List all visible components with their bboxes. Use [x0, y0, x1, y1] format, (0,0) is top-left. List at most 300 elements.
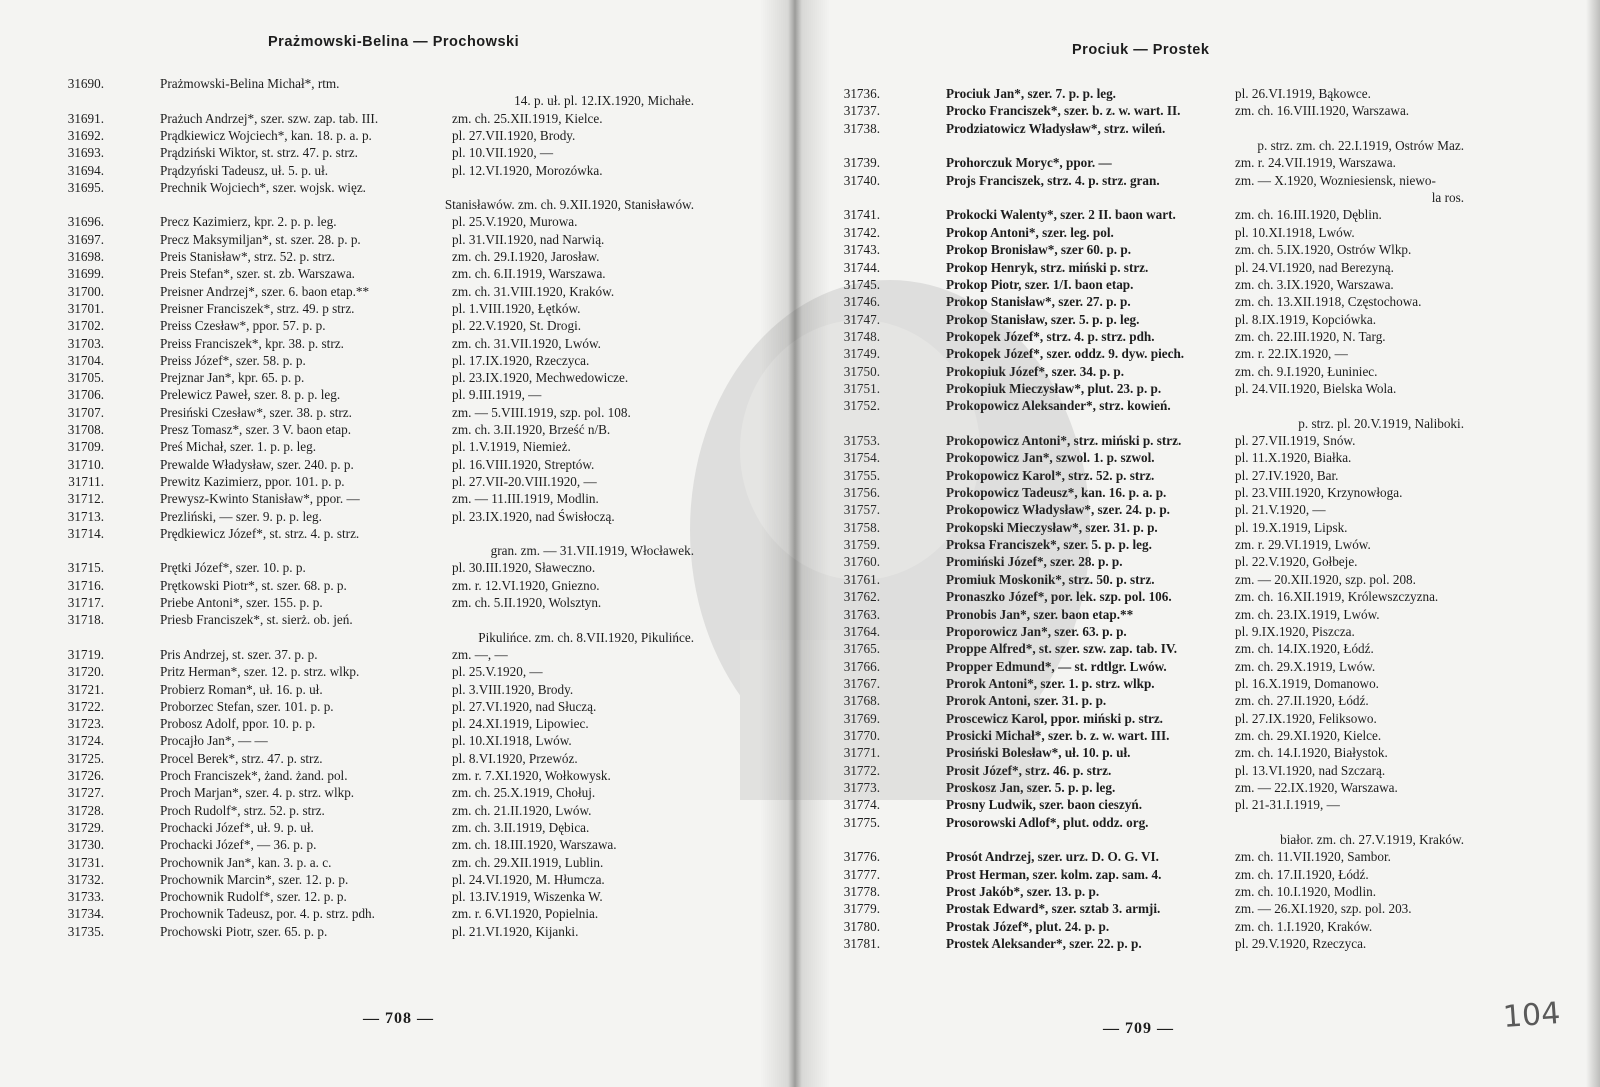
- entry-number: 31734.: [67, 906, 104, 922]
- entry-number: 31735.: [67, 923, 104, 939]
- entry-name: Prokopski Mieczysław*, szer. 31. p. p.: [946, 519, 1158, 535]
- entry-name: Prosiński Bolesław*, uł. 10. p. uł.: [946, 745, 1131, 761]
- left-page: [0, 0, 790, 1087]
- register-entry: [828, 397, 1508, 414]
- register-entry: [52, 836, 742, 853]
- register-entry: [52, 283, 742, 300]
- register-entry: [828, 206, 1508, 223]
- entry-status: pl. 21.V.1920, —: [1235, 502, 1326, 518]
- entry-status: pl. 29.V.1920, Rzeczyca.: [1235, 936, 1367, 952]
- register-entry: [828, 658, 1508, 675]
- entry-number: 31698.: [67, 249, 104, 264]
- entry-status: zm. ch. 13.XII.1918, Częstochowa.: [1235, 294, 1422, 310]
- register-entry: [52, 473, 742, 490]
- register-entry: [52, 162, 742, 179]
- entry-number: 31697.: [67, 231, 104, 247]
- entry-number: 31762.: [843, 589, 880, 605]
- entry-status: pl. 31.VII.1920, nad Narwią.: [452, 231, 605, 247]
- entry-status: zm. ch. 3.IX.1920, Warszawa.: [1235, 276, 1394, 292]
- entry-status: pl. 13.IV.1919, Wiszenka W.: [452, 889, 603, 905]
- entry-name: Prochacki Józef*, uł. 9. p. uł.: [160, 819, 314, 835]
- register-entry: [52, 404, 742, 421]
- entry-status: zm. — 20.XII.1920, szp. pol. 208.: [1235, 571, 1416, 587]
- entry-number: 31723.: [67, 716, 104, 732]
- entry-number: 31775.: [843, 814, 880, 830]
- entry-name: Prorok Antoni, szer. 31. p. p.: [946, 693, 1107, 709]
- entry-status: pl. 19.X.1919, Lipsk.: [1235, 519, 1348, 535]
- register-entry: [828, 102, 1508, 119]
- entry-number: 31745.: [843, 276, 880, 292]
- register-entry: [828, 293, 1508, 310]
- entry-status: pl. 16.X.1919, Domanowo.: [1235, 675, 1379, 691]
- entry-name: Prejznar Jan*, kpr. 65. p. p.: [160, 370, 305, 386]
- entry-number: 31754.: [843, 450, 880, 466]
- entry-name: Preiss Franciszek*, kpr. 38. p. strz.: [160, 335, 344, 351]
- entry-number: 31703.: [67, 335, 104, 351]
- register-entry: [52, 213, 742, 230]
- register-entry: [52, 715, 742, 732]
- entry-number: 31733.: [67, 889, 104, 905]
- entry-number: 31702.: [67, 318, 104, 334]
- entry-name: Prokopiuk Mieczysław*, plut. 23. p. p.: [946, 380, 1162, 396]
- register-entry: [828, 883, 1508, 900]
- entry-number: 31706.: [67, 387, 104, 403]
- register-entry: [828, 519, 1508, 536]
- entry-name: Preiss Józef*, szer. 58. p. p.: [160, 352, 306, 368]
- entry-status: pl. 23.IX.1920, nad Świsłoczą.: [452, 508, 615, 524]
- entry-name: Pronaszko Józef*, por. lek. szp. pol. 106.: [946, 589, 1172, 605]
- entry-name: Prokopowicz Aleksander*, strz. kowień.: [946, 398, 1171, 414]
- entry-name: Proch Marjan*, szer. 4. p. strz. wlkp.: [160, 785, 355, 801]
- entry-name: Prokop Stanisław*, szer. 27. p. p.: [946, 294, 1131, 310]
- register-entry: [828, 501, 1508, 518]
- entry-number: 31716.: [67, 577, 104, 593]
- entry-status: zm. r. 7.XI.1920, Wołkowysk.: [452, 768, 611, 783]
- entry-status: zm. ch. 29.I.1920, Jarosław.: [452, 249, 600, 264]
- entry-status: zm. ch. 17.II.1920, Łódź.: [1235, 866, 1369, 882]
- entry-status: pl. 1.VIII.1920, Łętków.: [452, 300, 581, 316]
- entry-status: pl. 23.IX.1920, Mechwedowicze.: [452, 370, 629, 386]
- entry-status: zm. ch. 9.I.1920, Łuniniec.: [1235, 363, 1378, 379]
- entry-name: Prochownik Jan*, kan. 3. p. a. c.: [160, 854, 332, 870]
- entry-number: 31767.: [843, 675, 880, 691]
- register-entry: [52, 335, 742, 352]
- entry-number: 31711.: [68, 473, 104, 489]
- entry-status: zm. ch. 21.II.1920, Lwów.: [452, 802, 592, 818]
- entry-status: pl. 24.XI.1919, Lipowiec.: [452, 716, 589, 732]
- entry-status: zm. ch. 5.II.1920, Wolsztyn.: [452, 595, 602, 610]
- entry-number: 31759.: [843, 537, 880, 553]
- entry-status: pl. 3.VIII.1920, Brody.: [452, 681, 574, 697]
- entry-name: Prochownik Marcin*, szer. 12. p. p.: [160, 871, 349, 887]
- entry-number: 31766.: [843, 658, 880, 674]
- register-entry: [52, 732, 742, 749]
- register-entry: [52, 300, 742, 317]
- entry-name: Proscewicz Karol, ppor. miński p. strz.: [946, 710, 1163, 726]
- register-entry: [828, 744, 1508, 761]
- register-entry: [52, 923, 742, 940]
- entry-status: zm. ch. 1.I.1920, Kraków.: [1235, 918, 1373, 934]
- entry-continuation: 14. p. uł. pl. 12.IX.1920, Michałe.: [514, 93, 694, 109]
- entry-status: zm. — 22.IX.1920, Warszawa.: [1235, 780, 1398, 795]
- entry-name: Proborzec Stefan, szer. 101. p. p.: [160, 698, 334, 714]
- entry-name: Preś Michał, szer. 1. p. p. leg.: [160, 439, 317, 455]
- entry-status: zm. ch. 14.I.1920, Białystok.: [1235, 745, 1388, 761]
- entry-name: Presiński Czesław*, szer. 38. p. strz.: [160, 404, 352, 420]
- entry-name: Prokopek Józef*, szer. oddz. 9. dyw. piech.: [946, 346, 1185, 362]
- entry-name: Prochowski Piotr, szer. 65. p. p.: [160, 923, 328, 939]
- entry-name: Precz Maksymiljan*, st. szer. 28. p. p.: [160, 231, 361, 247]
- register-entry: [828, 848, 1508, 865]
- entry-name: Prost Herman, szer. kolm. zap. sam. 4.: [946, 866, 1162, 882]
- entry-number: 31760.: [843, 554, 880, 570]
- entry-name: Prądzyński Tadeusz, uł. 5. p. uł.: [160, 162, 329, 178]
- entry-number: 31721.: [67, 681, 104, 697]
- entry-number: 31755.: [843, 467, 880, 483]
- entry-status: pl. 22.V.1920, Gołbeje.: [1235, 554, 1358, 570]
- entry-number: 31713.: [67, 508, 104, 524]
- register-entry: [52, 646, 742, 663]
- entry-number: 31773.: [843, 780, 880, 795]
- entry-name: Presz Tomasz*, szer. 3 V. baon etap.: [160, 422, 351, 437]
- entry-number: 31692.: [67, 127, 104, 143]
- entry-number: 31746.: [843, 294, 880, 310]
- register-entry: [52, 681, 742, 698]
- entry-name: Prostak Edward*, szer. sztab 3. armji.: [946, 901, 1161, 917]
- entry-status: pl. 21-31.I.1919, —: [1235, 797, 1340, 813]
- entry-status: zm. ch. 29.XII.1919, Lublin.: [452, 854, 604, 870]
- entry-name: Prokopowicz Karol*, strz. 52. p. strz.: [946, 467, 1155, 483]
- entry-status: zm. ch. 14.IX.1920, Łódź.: [1235, 641, 1374, 657]
- register-entry: [52, 369, 742, 386]
- entry-status: pl. 9.III.1919, —: [452, 387, 542, 403]
- register-entry: [52, 386, 742, 403]
- entry-name: Prostak Józef*, plut. 24. p. p.: [946, 918, 1110, 934]
- entry-status: zm. r. 29.VI.1919, Lwów.: [1235, 537, 1371, 553]
- entry-number: 31718.: [67, 612, 104, 628]
- entry-name: Preiss Czesław*, ppor. 57. p. p.: [160, 318, 326, 334]
- register-entry: [828, 85, 1508, 102]
- entry-status: zm. ch. 16.VIII.1920, Warszawa.: [1235, 103, 1410, 119]
- register-entry: [52, 127, 742, 144]
- entry-name: Procel Berek*, strz. 47. p. strz.: [160, 750, 323, 766]
- entry-number: 31780.: [843, 918, 880, 934]
- entry-number: 31748.: [843, 328, 880, 344]
- register-entry: [52, 75, 742, 92]
- register-entry: [52, 663, 742, 680]
- register-entry: [828, 363, 1508, 380]
- entry-number: 31724.: [67, 733, 104, 749]
- entry-name: Priesb Franciszek*, st. sierż. ob. jeń.: [160, 612, 353, 628]
- entry-name: Prociuk Jan*, szer. 7. p. p. leg.: [946, 86, 1116, 101]
- entry-number: 31690.: [67, 76, 104, 91]
- entry-number: 31726.: [67, 768, 104, 783]
- page-edge-shadow: [1586, 0, 1600, 1087]
- register-entry: [828, 484, 1508, 501]
- entry-status: zm. ch. 16.III.1920, Dęblin.: [1235, 207, 1382, 223]
- entry-number: 31719.: [67, 646, 104, 662]
- entry-name: Prochownik Tadeusz, por. 4. p. strz. pdh.: [160, 906, 375, 922]
- entry-name: Proksa Franciszek*, szer. 5. p. p. leg.: [946, 537, 1152, 553]
- entry-status: pl. 11.X.1920, Białka.: [1235, 450, 1352, 466]
- register-entry: [828, 259, 1508, 276]
- register-entry: [52, 594, 742, 611]
- entry-name: Prost Jakób*, szer. 13. p. p.: [946, 884, 1100, 900]
- entry-status: pl. 10.XI.1918, Lwów.: [452, 733, 572, 749]
- entry-status: zm. ch. 3.II.1920, Brześć n/B.: [452, 422, 611, 437]
- entry-number: 31717.: [67, 595, 104, 610]
- entry-number: 31741.: [843, 207, 880, 223]
- entry-status: zm. ch. 31.VIII.1920, Kraków.: [452, 283, 615, 299]
- entry-name: Projs Franciszek, strz. 4. p. strz. gran.: [946, 172, 1160, 188]
- left-page-number: — 708 —: [363, 1010, 434, 1027]
- entry-number: 31736.: [843, 86, 880, 101]
- entry-status: pl. 25.V.1920, Murowa.: [452, 214, 578, 230]
- entry-number: 31707.: [67, 404, 104, 420]
- entry-number: 31779.: [843, 901, 880, 917]
- entry-status: zm. — X.1920, Wozniesiensk, niewo-: [1235, 172, 1436, 188]
- register-entry: [52, 577, 742, 594]
- entry-name: Priebe Antoni*, szer. 155. p. p.: [160, 595, 323, 610]
- register-entry: [828, 675, 1508, 692]
- entry-number: 31747.: [843, 311, 880, 327]
- entry-name: Pris Andrzej, st. szer. 37. p. p.: [160, 646, 318, 662]
- entry-name: Prewitz Kazimierz, ppor. 101. p. p.: [160, 473, 345, 489]
- entry-status: pl. 25.V.1920, —: [452, 664, 543, 680]
- entry-number: 31757.: [843, 502, 880, 518]
- handwritten-folio-number: 104: [1501, 996, 1562, 1035]
- entry-number: 31768.: [843, 693, 880, 709]
- entry-name: Prędkiewicz Józef*, st. strz. 4. p. strz.: [160, 525, 360, 541]
- register-entry: [52, 525, 742, 542]
- entry-name: Prokocki Walenty*, szer. 2 II. baon wart.: [946, 207, 1176, 223]
- entry-status: zm. r. 12.VI.1920, Gniezno.: [452, 577, 600, 593]
- entry-number: 31777.: [843, 866, 880, 882]
- entry-name: Prądziński Wiktor, st. strz. 47. p. strz.: [160, 145, 358, 161]
- entry-name: Prokop Antoni*, szer. leg. pol.: [946, 224, 1114, 240]
- entry-name: Prokopowicz Władysław*, szer. 24. p. p.: [946, 502, 1170, 518]
- entry-status: zm. ch. 10.I.1920, Modlin.: [1235, 884, 1377, 900]
- entry-number: 31772.: [843, 762, 880, 778]
- entry-name: Prodziatowicz Władysław*, strz. wileń.: [946, 120, 1166, 136]
- entry-number: 31691.: [67, 110, 104, 126]
- register-entry: [828, 796, 1508, 813]
- entry-status: pl. 30.III.1920, Sławeczno.: [452, 560, 596, 576]
- register-entry: [52, 490, 742, 507]
- entry-status: pl. 16.VIII.1920, Streptów.: [452, 456, 595, 472]
- register-entry: [828, 154, 1508, 171]
- register-entry: [52, 179, 742, 196]
- register-entry: [828, 606, 1508, 623]
- entry-name: Prosót Andrzej, szer. urz. D. O. G. VI.: [946, 849, 1159, 865]
- entry-name: Proch Rudolf*, strz. 52. p. strz.: [160, 802, 325, 818]
- register-entry: [828, 710, 1508, 727]
- entry-status: zm. ch. 22.III.1920, N. Targ.: [1235, 328, 1386, 344]
- entry-name: Proppe Alfred*, st. szer. szw. zap. tab. IV.: [946, 641, 1178, 657]
- entry-number: 31705.: [67, 370, 104, 386]
- entry-name: Prokop Piotr, szer. 1/I. baon etap.: [946, 276, 1134, 292]
- entry-name: Procajło Jan*, — —: [160, 733, 268, 749]
- entry-number: 31749.: [843, 346, 880, 362]
- register-entry: [52, 871, 742, 888]
- entry-name: Prokopowicz Jan*, szwol. 1. p. szwol.: [946, 450, 1155, 466]
- entry-number: 31730.: [67, 837, 104, 853]
- entry-name: Prohorczuk Moryc*, ppor. —: [946, 155, 1112, 171]
- register-entry: [52, 611, 742, 628]
- entry-status: pl. 13.VI.1920, nad Szczarą.: [1235, 762, 1386, 778]
- entry-number: 31781.: [843, 936, 880, 952]
- entry-number: 31751.: [843, 380, 880, 396]
- entry-name: Pronobis Jan*, szer. baon etap.**: [946, 606, 1134, 622]
- entry-status: pl. 1.V.1919, Niemież.: [452, 439, 571, 455]
- register-entry: [52, 456, 742, 473]
- entry-number: 31761.: [843, 571, 880, 587]
- entry-status: zm. ch. 11.VII.1920, Sambor.: [1235, 849, 1391, 865]
- entry-number: 31765.: [843, 641, 880, 657]
- entry-status: pl. 9.IX.1920, Piszcza.: [1235, 623, 1355, 639]
- entry-name: Prewysz-Kwinto Stanisław*, ppor. —: [160, 491, 360, 507]
- entry-status: pl. 27.VII.1919, Snów.: [1235, 433, 1356, 448]
- register-entry: [828, 432, 1508, 449]
- right-page: [790, 0, 1600, 1087]
- entry-number: 31732.: [67, 871, 104, 887]
- register-entry: [828, 762, 1508, 779]
- entry-status: pl. 8.VI.1920, Przewóz.: [452, 750, 578, 766]
- entry-number: 31694.: [67, 162, 104, 178]
- entry-name: Prochacki Józef*, — 36. p. p.: [160, 837, 317, 853]
- entry-status: pl. 21.VI.1920, Kijanki.: [452, 923, 579, 939]
- entry-continuation: p. strz. zm. ch. 22.I.1919, Ostrów Maz.: [1257, 138, 1464, 154]
- entry-status: zm. — 26.XI.1920, szp. pol. 203.: [1235, 901, 1412, 917]
- entry-name: Preis Stanisław*, strz. 52. p. strz.: [160, 249, 336, 264]
- register-entry: [52, 767, 742, 784]
- entry-status: pl. 17.IX.1920, Rzeczyca.: [452, 352, 590, 368]
- entry-number: 31693.: [67, 145, 104, 161]
- entry-number: 31774.: [843, 797, 880, 813]
- entry-number: 31710.: [67, 456, 104, 472]
- entry-status: pl. 27.VII.1920, Brody.: [452, 127, 576, 143]
- entry-name: Prokopiuk Józef*, szer. 34. p. p.: [946, 363, 1125, 379]
- entry-number: 31756.: [843, 485, 880, 501]
- register-entry: [52, 265, 742, 282]
- entry-number: 31750.: [843, 363, 880, 379]
- entry-number: 31708.: [67, 422, 104, 437]
- entry-number: 31771.: [843, 745, 880, 761]
- entry-number: 31709.: [67, 439, 104, 455]
- entry-number: 31720.: [67, 664, 104, 680]
- entry-status: pl. 26.VI.1919, Bąkowce.: [1235, 86, 1371, 101]
- entry-number: 31743.: [843, 242, 880, 258]
- register-entry: [828, 814, 1508, 831]
- entry-status: zm. ch. 16.XII.1919, Królewszczyzna.: [1235, 589, 1439, 605]
- entry-name: Probosz Adolf, ppor. 10. p. p.: [160, 716, 316, 732]
- register-entry: [52, 905, 742, 922]
- entry-name: Precz Kazimierz, kpr. 2. p. p. leg.: [160, 214, 337, 230]
- entry-continuation: białor. zm. ch. 27.V.1919, Kraków.: [1280, 832, 1464, 848]
- register-entry: [828, 866, 1508, 883]
- entry-number: 31739.: [843, 155, 880, 171]
- register-entry: [828, 692, 1508, 709]
- register-entry: [828, 345, 1508, 362]
- register-entry: [828, 779, 1508, 796]
- entry-name: Prokop Stanisław, szer. 5. p. p. leg.: [946, 311, 1140, 327]
- register-entry: [828, 311, 1508, 328]
- entry-status: pl. 22.V.1920, St. Drogi.: [452, 318, 582, 334]
- entry-number: 31744.: [843, 259, 880, 275]
- entry-continuation: Stanisławów. zm. ch. 9.XII.1920, Stanisławów.: [444, 197, 694, 213]
- entry-number: 31778.: [843, 884, 880, 900]
- right-page-number: — 709 —: [1103, 1020, 1174, 1037]
- entry-number: 31776.: [843, 849, 880, 865]
- entry-number: 31731.: [67, 854, 104, 870]
- entry-name: Prostek Aleksander*, szer. 22. p. p.: [946, 936, 1142, 952]
- register-entry: [52, 508, 742, 525]
- entry-name: Prosny Ludwik, szer. baon cieszyń.: [946, 797, 1143, 813]
- register-entry: [52, 438, 742, 455]
- entry-number: 31758.: [843, 519, 880, 535]
- entry-name: Prokop Bronisław*, szer 60. p. p.: [946, 242, 1132, 258]
- entry-number: 31738.: [843, 120, 880, 136]
- entry-name: Prętkowski Piotr*, st. szer. 68. p. p.: [160, 577, 347, 593]
- register-entry: [52, 698, 742, 715]
- entry-name: Proskosz Jan, szer. 5. p. p. leg.: [946, 780, 1116, 795]
- entry-status: zm. ch. 31.VII.1920, Lwów.: [452, 335, 601, 351]
- entry-name: Prosorowski Adlof*, plut. oddz. org.: [946, 814, 1149, 830]
- entry-number: 31769.: [843, 710, 880, 726]
- entry-number: 31764.: [843, 623, 880, 639]
- entry-status: pl. 8.IX.1919, Kopciówka.: [1235, 311, 1377, 327]
- entry-status: pl. 24.VI.1920, nad Berezyną.: [1235, 259, 1394, 275]
- register-entry: [828, 553, 1508, 570]
- entry-status: zm. r. 6.VI.1920, Popielnia.: [452, 906, 599, 922]
- entry-name: Prokopowicz Antoni*, strz. miński p. strz.: [946, 433, 1182, 448]
- register-entry: [828, 224, 1508, 241]
- entry-status: zm. —, —: [452, 646, 508, 662]
- entry-name: Prądkiewicz Wojciech*, kan. 18. p. a. p.: [160, 127, 372, 143]
- register-entry: [828, 241, 1508, 258]
- entry-status: zm. r. 22.IX.1920, —: [1235, 346, 1348, 362]
- register-entry: [52, 854, 742, 871]
- entry-name: Probierz Roman*, uł. 16. p. uł.: [160, 681, 323, 697]
- register-entry: [828, 640, 1508, 657]
- entry-name: Prętki Józef*, szer. 10. p. p.: [160, 560, 306, 576]
- entry-name: Prokopowicz Tadeusz*, kan. 16. p. a. p.: [946, 485, 1167, 501]
- entry-continuation: gran. zm. — 31.VII.1919, Włocławek.: [490, 543, 694, 559]
- register-entry: [828, 571, 1508, 588]
- entry-name: Prosit Józef*, strz. 46. p. strz.: [946, 762, 1112, 778]
- entry-status: zm. ch. 29.X.1919, Lwów.: [1235, 658, 1376, 674]
- register-entry: [52, 317, 742, 334]
- entry-status: zm. ch. 23.IX.1919, Lwów.: [1235, 606, 1380, 622]
- entry-number: 31704.: [67, 352, 104, 368]
- entry-number: 31714.: [67, 525, 104, 541]
- entry-status: zm. ch. 18.III.1920, Warszawa.: [452, 837, 617, 853]
- entry-status: pl. 12.VI.1920, Morozówka.: [452, 162, 603, 178]
- entry-name: Preisner Franciszek*, strz. 49. p strz.: [160, 300, 355, 316]
- entry-number: 31696.: [67, 214, 104, 230]
- entry-number: 31770.: [843, 727, 880, 743]
- entry-status: zm. ch. 25.X.1919, Chołuj.: [452, 785, 596, 801]
- register-entry: [828, 276, 1508, 293]
- entry-status: zm. — 5.VIII.1919, szp. pol. 108.: [452, 404, 631, 420]
- entry-name: Preis Stefan*, szer. st. zb. Warszawa.: [160, 266, 355, 282]
- right-running-header: Prociuk — Prostek: [1072, 42, 1210, 58]
- register-entry: [52, 750, 742, 767]
- entry-status: pl. 23.VIII.1920, Krzynowłoga.: [1235, 485, 1403, 501]
- register-entry: [828, 536, 1508, 553]
- register-entry: [52, 421, 742, 438]
- left-running-header: Prażmowski-Belina — Prochowski: [268, 34, 520, 50]
